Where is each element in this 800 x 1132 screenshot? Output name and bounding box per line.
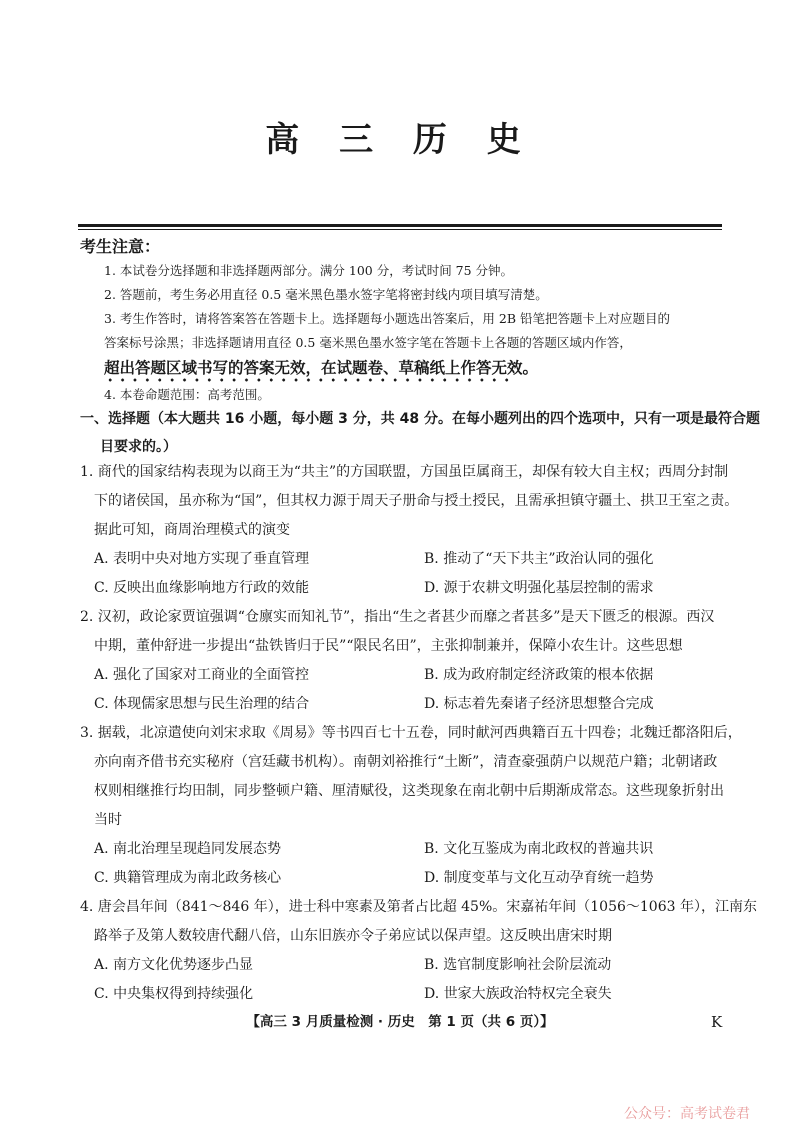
section-heading-line: 目要求的。）	[100, 439, 177, 455]
question-stem: 4. 唐会昌年间（841～846 年），进士科中寒素及第者占比超 45%。宋嘉祐年间（1056～1063 年），江南东	[80, 899, 757, 915]
question-stem: 3. 据载，北凉遣使向刘宋求取《周易》等书四百七十五卷，同时献河西典籍百五十四卷；北魏迁都洛阳后，	[80, 725, 742, 741]
option-a: A. 强化了国家对工商业的全面管控	[94, 667, 310, 683]
question-stem: 路举子及第人数较唐代翻八倍，山东旧族亦令子弟应试以保声望。这反映出唐宋时期	[94, 928, 612, 944]
option-a: A. 表明中央对地方实现了垂直管理	[94, 551, 310, 567]
option-c: C. 反映出血缘影响地方行政的效能	[94, 580, 310, 596]
question-4	[80, 893, 757, 1009]
option-row	[80, 545, 730, 574]
option-c: C. 中央集权得到持续强化	[94, 986, 254, 1002]
option-row	[80, 951, 730, 980]
question-list	[80, 458, 757, 1009]
option-d: D. 制度变革与文化互动孕育统一趋势	[424, 870, 654, 886]
watermark: 公众号：高考试卷君	[624, 1106, 750, 1122]
notice-emphasis: 超出答题区域书写的答案无效，在试题卷、草稿纸上作答无效。	[104, 359, 539, 377]
option-row	[80, 864, 730, 893]
notice-item: 1. 本试卷分选择题和非选择题两部分。满分 100 分，考试时间 75 分钟。	[104, 263, 514, 278]
option-row	[80, 980, 730, 1009]
option-d: D. 源于农耕文明强化基层控制的需求	[424, 580, 654, 596]
notice-item: 4. 本卷命题范围：高考范围。	[104, 387, 270, 402]
option-b: B. 文化互鉴成为南北政权的普遍共识	[424, 841, 654, 857]
question-stem: 下的诸侯国，虽亦称为“国”，但其权力源于周天子册命与授土授民，且需承担镇守疆土、拱卫王室之责。	[94, 493, 739, 509]
option-a: A. 南北治理呈现趋同发展态势	[94, 841, 282, 857]
option-d: D. 世家大族政治特权完全衰失	[424, 986, 612, 1002]
notice-item-continued: 答案标号涂黑；非选择题请用直径 0.5 毫米黑色墨水签字笔在答题卡上各题的答题区域内作答，	[104, 335, 632, 350]
header-rule-thin	[78, 229, 722, 230]
option-c: C. 体现儒家思想与民生治理的结合	[94, 696, 310, 712]
question-2	[80, 603, 730, 719]
question-1	[80, 458, 739, 603]
notice-block	[80, 235, 730, 407]
question-stem: 2. 汉初，政论家贾谊强调“仓廪实而知礼节”，指出“生之者甚少而靡之者甚多”是天下匮乏的根源。西汉	[80, 609, 715, 625]
option-d: D. 标志着先秦诸子经济思想整合完成	[424, 696, 654, 712]
question-stem: 亦向南齐借书充实秘府（宫廷藏书机构）。南朝刘裕推行“土断”，清查豪强荫户以规范户籍；北朝诸政	[94, 754, 718, 770]
notice-heading: 考生注意：	[80, 237, 161, 256]
option-a: A. 南方文化优势逐步凸显	[94, 957, 254, 973]
question-stem: 1. 商代的国家结构表现为以商王为“共主”的方国联盟，方国虽臣属商王，却保有较大自主权；西周分封制	[80, 464, 729, 480]
option-b: B. 选官制度影响社会阶层流动	[424, 957, 612, 973]
section-heading	[80, 405, 760, 461]
page-title: 高 三 历 史	[265, 120, 535, 160]
question-stem: 权则相继推行均田制，同步整顿户籍、厘清赋役，这类现象在南北朝中后期渐成常态。这些现象折射出	[94, 783, 724, 799]
notice-item: 3. 考生作答时，请将答案答在答题卡上。选择题每小题选出答案后，用 2B 铅笔把答题卡上对应题目的	[104, 311, 670, 326]
page-footer: 【高三 3 月质量检测 · 历史 第 1 页（共 6 页）】	[246, 1014, 554, 1030]
question-stem: 中期，董仲舒进一步提出“盐铁皆归于民”“限民名田”，主张抑制兼并，保障小农生计。这些思想	[94, 638, 683, 654]
question-stem: 当时	[94, 812, 122, 828]
option-row	[80, 574, 730, 603]
option-b: B. 推动了“天下共主”政治认同的强化	[424, 551, 654, 567]
section-heading-line: 一、选择题（本大题共 16 小题，每小题 3 分，共 48 分。在每小题列出的四个选项中，只有一项是最符合题	[80, 411, 760, 427]
question-stem: 据此可知，商周治理模式的演变	[94, 522, 290, 538]
option-b: B. 成为政府制定经济政策的根本依据	[424, 667, 654, 683]
footer-mark: K	[711, 1013, 723, 1031]
option-row	[80, 690, 730, 719]
option-row	[80, 835, 730, 864]
option-row	[80, 661, 730, 690]
header-rule-thick	[78, 224, 722, 227]
option-c: C. 典籍管理成为南北政务核心	[94, 870, 282, 886]
question-3	[80, 719, 742, 893]
notice-item: 2. 答题前，考生务必用直径 0.5 毫米黑色墨水签字笔将密封线内项目填写清楚。	[104, 287, 548, 302]
